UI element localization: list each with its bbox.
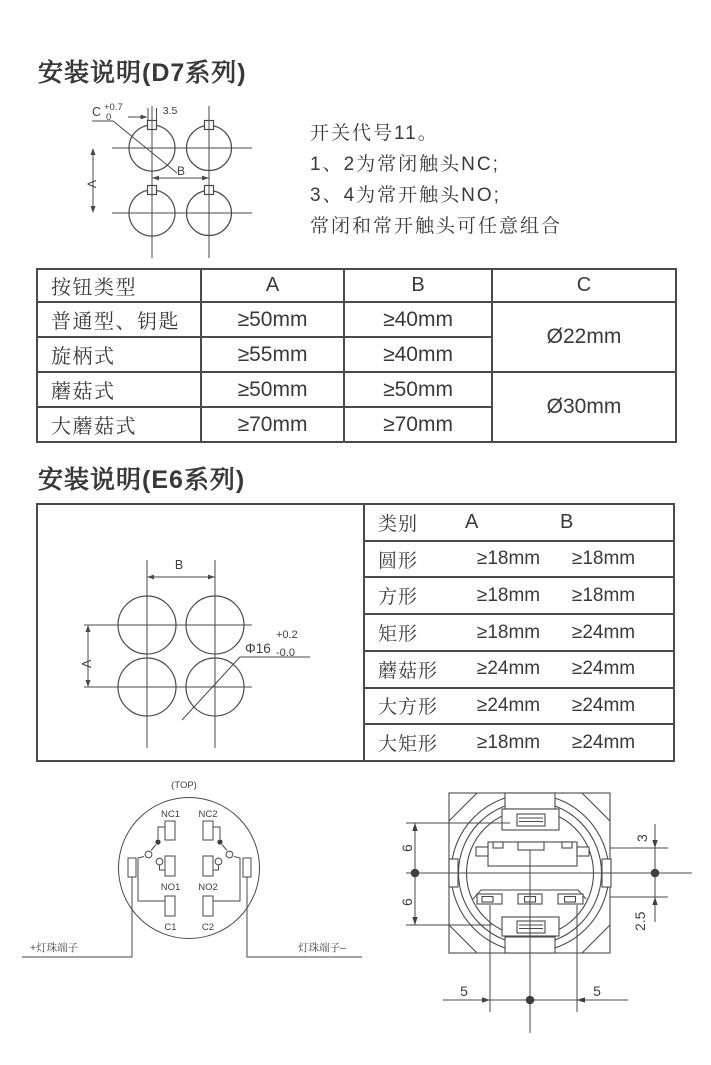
cell-a: ≥18mm xyxy=(476,621,541,643)
cell-b: ≥18mm xyxy=(571,548,636,570)
terminal-label-nc2: NC2 xyxy=(198,809,218,820)
e6-dimension-table xyxy=(363,503,675,762)
cell-a: ≥50mm xyxy=(201,302,344,337)
d7-notes xyxy=(310,118,562,242)
cell-a: ≥70mm xyxy=(201,407,344,442)
e6-dim-arrows xyxy=(85,575,215,687)
cell-b: ≥70mm xyxy=(344,407,492,442)
dim-tol-upper: +0.2 xyxy=(276,629,298,641)
page-title-d7: 安装说明(D7系列) xyxy=(38,59,247,87)
cell-type: 蘑菇形 xyxy=(378,660,439,682)
table-row xyxy=(365,725,673,760)
dim-a-label: A xyxy=(80,659,94,668)
d7-mounting-hole-drawing xyxy=(80,98,315,263)
terminal-label-nc1: NC1 xyxy=(160,809,181,820)
dim-5-right: 5 xyxy=(593,983,601,999)
cell-b: ≥24mm xyxy=(571,731,636,753)
e6-hole-circles xyxy=(118,596,244,716)
cell-type: 旋柄式 xyxy=(37,337,201,372)
dim-b-label: B xyxy=(174,558,184,572)
header-b: B xyxy=(344,269,492,302)
note-line: 开关代号11。 xyxy=(310,123,439,144)
e6-mounting-hole-drawing xyxy=(58,552,340,754)
dim-c-tol-upper: +0.7 xyxy=(104,102,123,113)
cell-a: ≥24mm xyxy=(476,694,541,716)
cell-type: 蘑菇式 xyxy=(37,372,201,407)
table-row xyxy=(365,542,673,579)
cell-b: ≥24mm xyxy=(571,658,636,680)
d7-dimension-table xyxy=(36,268,677,443)
dim-b-label: B xyxy=(176,164,186,178)
cell-a: ≥18mm xyxy=(476,731,541,753)
page-title-e6: 安装说明(E6系列) xyxy=(38,466,246,494)
dim-diameter-label: Φ16 xyxy=(245,641,271,656)
header-a: A xyxy=(201,269,344,302)
table-row xyxy=(37,302,676,337)
cell-c: Ø30mm xyxy=(492,372,676,442)
note-line: 常闭和常开触头可任意组合 xyxy=(310,216,563,237)
cell-a: ≥55mm xyxy=(201,337,344,372)
terminal-label-c2: C2 xyxy=(201,922,215,933)
cell-type: 圆形 xyxy=(378,550,419,572)
dim-6-lower: 6 xyxy=(399,898,415,906)
table-row xyxy=(365,578,673,615)
cell-b: ≥40mm xyxy=(344,302,492,337)
header-category: 类别 xyxy=(378,513,419,535)
lamp-terminal-minus-label: 灯珠端子– xyxy=(298,942,346,954)
cell-b: ≥18mm xyxy=(571,584,636,606)
header-c: C xyxy=(492,269,676,302)
cell-b: ≥50mm xyxy=(344,372,492,407)
dim-c-tol-lower: 0 xyxy=(106,112,112,123)
note-line: 3、4为常开触头NO; xyxy=(310,185,501,206)
cell-type: 方形 xyxy=(378,587,419,609)
dim-c-label: C xyxy=(92,105,102,119)
terminal-label-no1: NO1 xyxy=(160,882,181,893)
terminal-label-no2: NO2 xyxy=(198,882,218,893)
terminal-label-c1: C1 xyxy=(164,922,177,933)
cell-a: ≥24mm xyxy=(476,658,541,680)
cell-b: ≥40mm xyxy=(344,337,492,372)
cell-type: 大矩形 xyxy=(378,734,439,756)
dim-3: 3 xyxy=(634,834,650,842)
cell-b: ≥24mm xyxy=(571,621,636,643)
table-row xyxy=(365,652,673,689)
header-a: A xyxy=(465,510,479,533)
terminal-wiring-diagram xyxy=(18,775,368,970)
header-b: B xyxy=(560,510,574,533)
rear-view-dimension-drawing xyxy=(393,780,711,1042)
cell-b: ≥24mm xyxy=(571,694,636,716)
dim-6-upper: 6 xyxy=(399,844,415,852)
table-header-row xyxy=(365,505,673,542)
d7-centerlines xyxy=(92,106,252,258)
table-row xyxy=(365,689,673,726)
cell-type: 普通型、钥匙 xyxy=(37,302,201,337)
dim-5-left: 5 xyxy=(460,983,468,999)
note-line: 1、2为常闭触头NC; xyxy=(310,154,500,175)
table-header-row xyxy=(37,269,676,302)
header-button-type: 按钮类型 xyxy=(37,269,201,302)
cell-c: Ø22mm xyxy=(492,302,676,372)
table-row xyxy=(365,615,673,652)
cell-a: ≥18mm xyxy=(476,584,541,606)
cell-type: 大方形 xyxy=(378,697,439,719)
dim-2-5: 2.5 xyxy=(632,911,648,931)
wiring-outline xyxy=(22,798,362,958)
table-row xyxy=(37,372,676,407)
dim-a-label: A xyxy=(85,179,99,188)
top-view-label: (TOP) xyxy=(171,780,197,791)
cell-a: ≥18mm xyxy=(476,548,541,570)
dim-notch-width: 3.5 xyxy=(162,105,178,117)
cell-type: 矩形 xyxy=(378,624,419,646)
lamp-terminal-plus-label: +灯珠端子 xyxy=(30,942,79,954)
cell-type: 大蘑菇式 xyxy=(37,407,201,442)
cell-a: ≥50mm xyxy=(201,372,344,407)
dim-tol-lower: -0.0 xyxy=(276,647,295,659)
